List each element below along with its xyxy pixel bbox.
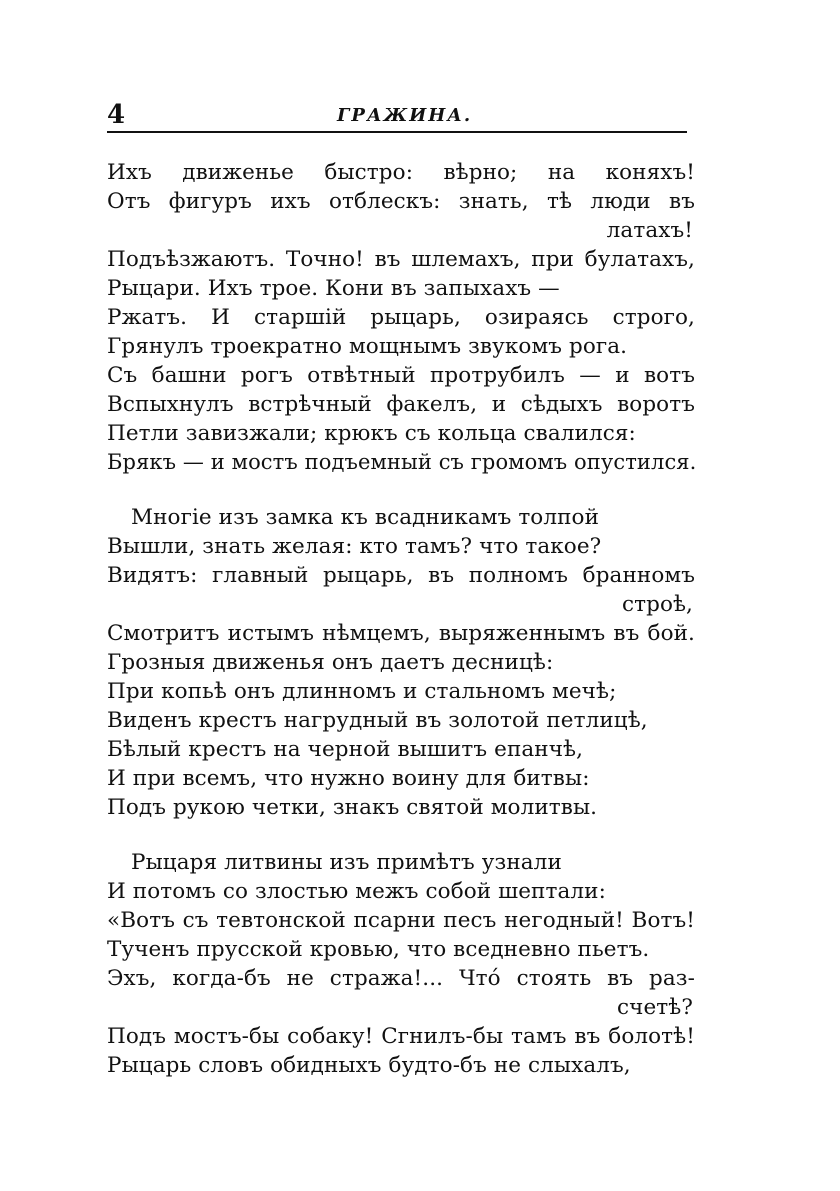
stanza-gap [107, 822, 695, 848]
verse-line-continuation: счетѣ? [617, 995, 693, 1020]
verse-line: Подъ рукою четки, знакъ святой молитвы. [107, 795, 598, 820]
verse-line: Рыцари. Ихъ трое. Кони въ запыхахъ — [107, 276, 560, 301]
verse-line: Грозныя движенья онъ даетъ десницѣ: [107, 650, 554, 675]
verse-line: Рыцаря литвины изъ примѣтъ узнали [131, 850, 562, 875]
verse-line: Грянулъ троекратно мощнымъ звукомъ рога. [107, 334, 628, 359]
verse-line-continuation: строѣ, [621, 592, 693, 617]
verse-line: Подъѣзжаютъ. Точно! въ шлемахъ, при булатахъ, [107, 247, 695, 272]
verse-line: Съ башни рогъ отвѣтный протрубилъ — и вотъ [107, 363, 695, 388]
verse-line: «Вотъ съ тевтонской псарни песъ негодный! Вотъ! [107, 908, 695, 933]
verse-line: Ихъ движенье быстро: вѣрно; на коняхъ! [107, 160, 695, 185]
verse-line: Ржатъ. И старшій рыцарь, озираясь строго, [107, 305, 695, 330]
header-rule [107, 131, 687, 133]
verse-line: Рыцарь словъ обидныхъ будто-бъ не слыхалъ, [107, 1053, 631, 1078]
page-header [107, 100, 687, 140]
verse-line: Смотритъ истымъ нѣмцемъ, выряженнымъ въ бой. [107, 621, 695, 646]
verse-line: Брякъ — и мостъ подъемный съ громомъ опустился. [107, 450, 697, 474]
stanza-1 [107, 158, 695, 477]
poem-text [107, 158, 695, 1080]
verse-line: Подъ мостъ-бы собаку! Сгнилъ-бы тамъ въ болотѣ! [107, 1024, 695, 1049]
verse-line: И при всемъ, что нужно воину для битвы: [107, 766, 590, 791]
verse-line: Вспыхнулъ встрѣчный факелъ, и сѣдыхъ воротъ [107, 392, 695, 417]
verse-line: Бѣлый крестъ на черной вышитъ епанчѣ, [107, 737, 584, 762]
verse-line: Видятъ: главный рыцарь, въ полномъ бранномъ [107, 563, 695, 588]
stanza-2 [107, 503, 695, 822]
verse-line: Тученъ прусской кровью, что вседневно пьетъ. [107, 937, 650, 962]
stanza-gap [107, 477, 695, 503]
verse-line: Отъ фигуръ ихъ отблескъ: знать, тѣ люди въ [107, 189, 695, 214]
verse-line: Эхъ, когда-бъ не стража!... Чтó стоять въ раз- [107, 966, 695, 991]
verse-line: Вышли, знать желая: кто тамъ? что такое? [107, 534, 602, 559]
verse-line: Виденъ крестъ нагрудный въ золотой петлицѣ, [107, 708, 648, 733]
running-title: ГРАЖИНА. [337, 105, 473, 126]
stanza-3 [107, 848, 695, 1080]
verse-line: Многіе изъ замка къ всадникамъ толпой [131, 505, 600, 530]
verse-line: При копьѣ онъ длинномъ и стальномъ мечѣ; [107, 679, 617, 704]
verse-line: И потомъ со злостью межъ собой шептали: [107, 879, 606, 904]
verse-line-continuation: латахъ! [606, 218, 693, 243]
verse-line: Петли завизжали; крюкъ съ кольца свалился: [107, 421, 636, 446]
page-number: 4 [107, 100, 126, 130]
